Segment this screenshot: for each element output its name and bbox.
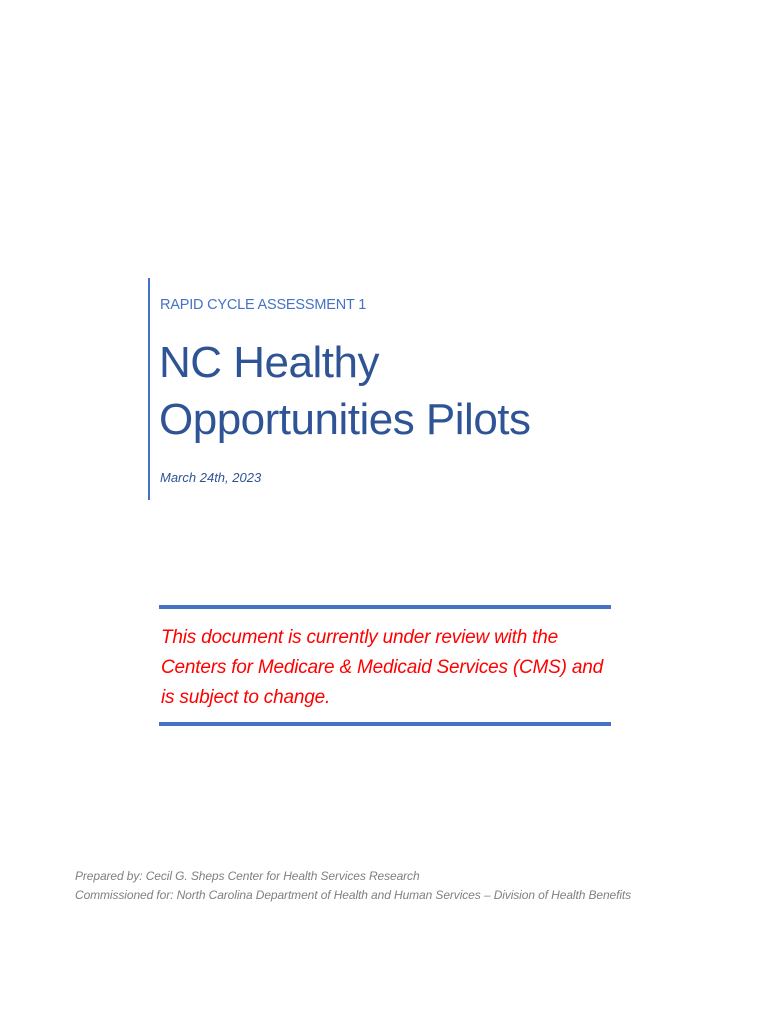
- page-title: [159, 334, 531, 448]
- review-notice-text: This document is currently under review with the Centers for Medicare & Medicaid Services (CMS) and is subject to change.: [161, 627, 603, 708]
- prepared-by-text: Prepared by: Cecil G. Sheps Center for Health Services Research: [75, 869, 420, 883]
- commissioned-for-text: Commissioned for: North Carolina Department of Health and Human Services – Division of Health Benefits: [75, 888, 632, 902]
- report-subtitle: RAPID CYCLE ASSESSMENT 1: [160, 297, 367, 313]
- review-notice-box: [159, 605, 611, 726]
- title-line-1: NC Healthy: [159, 338, 379, 387]
- report-date: March 24th, 2023: [160, 470, 262, 485]
- title-line-2: Opportunities Pilots: [159, 395, 531, 444]
- footer-credits: [75, 867, 631, 905]
- title-block: [148, 278, 710, 500]
